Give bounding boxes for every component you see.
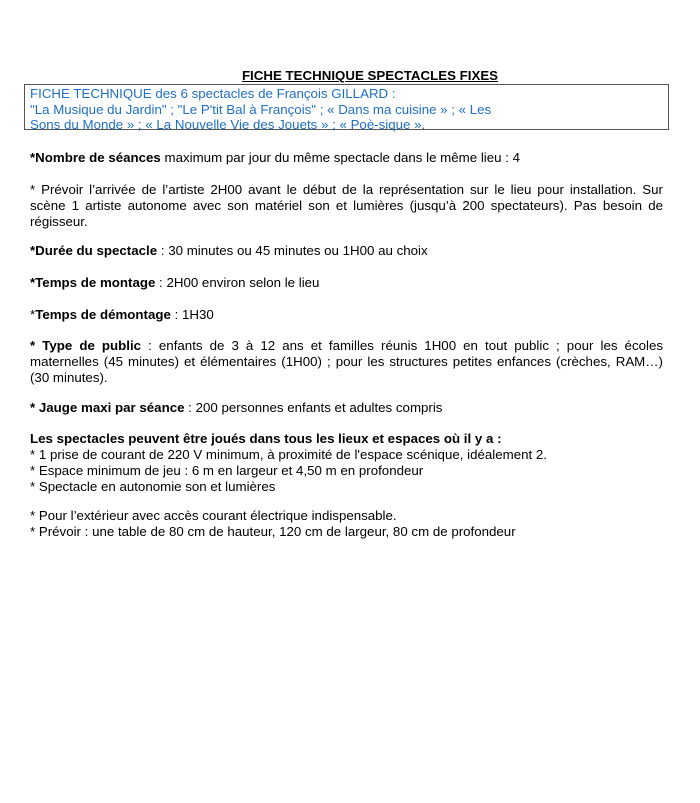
jauge-paragraph <box>30 400 663 416</box>
lieux-item-2: * Espace minimum de jeu : 6 m en largeur et 4,50 m en profondeur <box>30 463 424 478</box>
exterieur-section <box>30 508 663 540</box>
lieux-section <box>30 431 663 495</box>
public-paragraph <box>30 338 663 386</box>
document-title: FICHE TECHNIQUE SPECTACLES FIXES <box>241 68 499 83</box>
montage-text: : 2H00 environ selon le lieu <box>155 275 320 290</box>
demontage-label: Temps de démontage <box>35 307 171 322</box>
arrivee-paragraph <box>30 182 663 230</box>
seances-paragraph <box>30 150 663 166</box>
montage-label: *Temps de montage <box>30 275 156 290</box>
intro-box <box>24 84 669 130</box>
arrivee-text: * Prévoir l’arrivée de l’artiste 2H00 avant le début de la représentation sur le lieu pour installation. Sur scène 1 artiste autonome avec son matériel son et lumières (jusqu’à 200 spectateurs). Pas besoin de régisseur. <box>30 182 663 229</box>
exterieur-item-1: * Pour l’extérieur avec accès courant électrique indispensable. <box>30 508 397 523</box>
duree-paragraph <box>30 243 663 259</box>
intro-line-3: Sons du Monde » ; « La Nouvelle Vie des Jouets » ; « Poè-sique ». <box>30 117 426 132</box>
lieux-item-1: * 1 prise de courant de 220 V minimum, à proximité de l'espace scénique, idéalement 2. <box>30 447 547 462</box>
lieux-heading: Les spectacles peuvent être joués dans tous les lieux et espaces où il y a : <box>30 431 502 446</box>
public-label: * Type de public <box>30 338 142 353</box>
duree-label: *Durée du spectacle <box>30 243 158 258</box>
demontage-text: : 1H30 <box>170 307 214 322</box>
intro-line-2: "La Musique du Jardin" ; "Le P'tit Bal à François" ; « Dans ma cuisine » ; « Les <box>30 101 492 117</box>
demontage-paragraph <box>30 307 663 323</box>
seances-text: maximum par jour du même spectacle dans le même lieu : 4 <box>160 150 520 165</box>
intro-line-1: FICHE TECHNIQUE des 6 spectacles de François GILLARD : <box>30 86 396 101</box>
demontage-star: * <box>30 307 36 322</box>
public-text: : enfants de 3 à 12 ans et familles réunis 1H00 en tout public ; pour les écoles maternelles (45 minutes) et élémentaires (1H00) ; pour les structures petites enfances (crèches, RAM…) (30 minutes). <box>30 338 663 385</box>
exterieur-item-2: * Prévoir : une table de 80 cm de hauteur, 120 cm de largeur, 80 cm de profondeur <box>30 524 516 539</box>
jauge-label: * Jauge maxi par séance <box>30 400 185 415</box>
lieux-item-3: * Spectacle en autonomie son et lumières <box>30 479 276 494</box>
montage-paragraph <box>30 275 663 291</box>
duree-text: : 30 minutes ou 45 minutes ou 1H00 au choix <box>157 243 428 258</box>
jauge-text: : 200 personnes enfants et adultes compris <box>184 400 443 415</box>
seances-label: *Nombre de séances <box>30 150 161 165</box>
